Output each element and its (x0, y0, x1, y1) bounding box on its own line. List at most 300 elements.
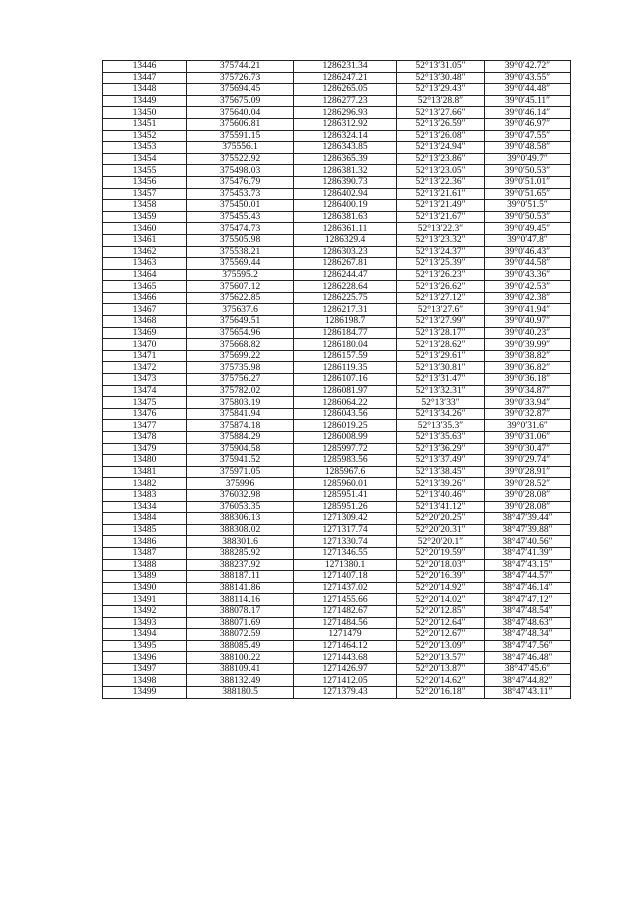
x-coordinate-cell: 388141.86 (187, 582, 294, 594)
latitude-cell: 52°20′16.18″ (397, 687, 485, 699)
y-coordinate-cell: 1286157.59 (294, 350, 397, 362)
table-row (103, 455, 571, 467)
table-row (103, 339, 571, 351)
latitude-cell: 52°20′20.31″ (397, 524, 485, 536)
y-coordinate-cell: 1285951.41 (294, 489, 397, 501)
table-row (103, 234, 571, 246)
x-coordinate-cell: 388187.11 (187, 571, 294, 583)
latitude-cell: 52°20′19.59″ (397, 547, 485, 559)
x-coordinate-cell: 375726.73 (187, 72, 294, 84)
table-row (103, 142, 571, 154)
longitude-cell: 39°0′46.14″ (485, 107, 571, 119)
point-number-cell: 13460 (103, 223, 187, 235)
point-number-cell: 13453 (103, 142, 187, 154)
table-row (103, 176, 571, 188)
x-coordinate-cell: 375522.92 (187, 153, 294, 165)
y-coordinate-cell: 1286381.63 (294, 211, 397, 223)
latitude-cell: 52°13′33″ (397, 397, 485, 409)
table-row (103, 130, 571, 142)
table-row (103, 385, 571, 397)
y-coordinate-cell: 1271437.02 (294, 582, 397, 594)
x-coordinate-cell: 375640.04 (187, 107, 294, 119)
latitude-cell: 52°13′30.48″ (397, 72, 485, 84)
x-coordinate-cell: 375675.09 (187, 95, 294, 107)
longitude-cell: 38°47′44.82″ (485, 675, 571, 687)
coordinates-table (102, 60, 571, 699)
point-number-cell: 13489 (103, 571, 187, 583)
y-coordinate-cell: 1286228.64 (294, 281, 397, 293)
longitude-cell: 39°0′50.53″ (485, 211, 571, 223)
x-coordinate-cell: 375498.03 (187, 165, 294, 177)
table-row (103, 594, 571, 606)
x-coordinate-cell: 375803.19 (187, 397, 294, 409)
y-coordinate-cell: 1271379.43 (294, 687, 397, 699)
y-coordinate-cell: 1286180.04 (294, 339, 397, 351)
latitude-cell: 52°20′14.02″ (397, 594, 485, 606)
x-coordinate-cell: 388132.49 (187, 675, 294, 687)
point-number-cell: 13472 (103, 362, 187, 374)
point-number-cell: 13470 (103, 339, 187, 351)
table-row (103, 687, 571, 699)
table-row (103, 107, 571, 119)
point-number-cell: 13479 (103, 443, 187, 455)
point-number-cell: 13449 (103, 95, 187, 107)
latitude-cell: 52°20′12.85″ (397, 605, 485, 617)
y-coordinate-cell: 1285983.56 (294, 455, 397, 467)
latitude-cell: 52°13′27.99″ (397, 316, 485, 328)
latitude-cell: 52°13′22.3″ (397, 223, 485, 235)
longitude-cell: 39°0′39.99″ (485, 339, 571, 351)
table-row (103, 408, 571, 420)
table-row (103, 61, 571, 73)
point-number-cell: 13465 (103, 281, 187, 293)
longitude-cell: 38°47′40.56″ (485, 536, 571, 548)
table-row (103, 397, 571, 409)
latitude-cell: 52°13′37.49″ (397, 455, 485, 467)
y-coordinate-cell: 1271330.74 (294, 536, 397, 548)
longitude-cell: 38°47′39.44″ (485, 513, 571, 525)
y-coordinate-cell: 1286247.21 (294, 72, 397, 84)
latitude-cell: 52°13′25.39″ (397, 258, 485, 270)
latitude-cell: 52°13′27.12″ (397, 292, 485, 304)
longitude-cell: 39°0′31.06″ (485, 432, 571, 444)
point-number-cell: 13454 (103, 153, 187, 165)
point-number-cell: 13483 (103, 489, 187, 501)
table-row (103, 258, 571, 270)
y-coordinate-cell: 1271346.55 (294, 547, 397, 559)
longitude-cell: 39°0′36.82″ (485, 362, 571, 374)
table-row (103, 582, 571, 594)
x-coordinate-cell: 388285.92 (187, 547, 294, 559)
longitude-cell: 38°47′48.54″ (485, 605, 571, 617)
x-coordinate-cell: 375622.85 (187, 292, 294, 304)
x-coordinate-cell: 388078.17 (187, 605, 294, 617)
y-coordinate-cell: 1286198.7 (294, 316, 397, 328)
y-coordinate-cell: 1285967.6 (294, 466, 397, 478)
point-number-cell: 13457 (103, 188, 187, 200)
table-row (103, 350, 571, 362)
y-coordinate-cell: 1271464.12 (294, 640, 397, 652)
table-row (103, 72, 571, 84)
point-number-cell: 13485 (103, 524, 187, 536)
latitude-cell: 52°13′32.31″ (397, 385, 485, 397)
x-coordinate-cell: 375874.18 (187, 420, 294, 432)
table-row (103, 559, 571, 571)
y-coordinate-cell: 1271443.68 (294, 652, 397, 664)
y-coordinate-cell: 1286343.85 (294, 142, 397, 154)
longitude-cell: 39°0′43.36″ (485, 269, 571, 281)
point-number-cell: 13473 (103, 374, 187, 386)
longitude-cell: 39°0′40.97″ (485, 316, 571, 328)
table-row (103, 571, 571, 583)
latitude-cell: 52°13′27.6″ (397, 304, 485, 316)
y-coordinate-cell: 1286303.23 (294, 246, 397, 258)
latitude-cell: 52°13′34.26″ (397, 408, 485, 420)
x-coordinate-cell: 388180.5 (187, 687, 294, 699)
y-coordinate-cell: 1286064.22 (294, 397, 397, 409)
table-row (103, 223, 571, 235)
latitude-cell: 52°13′31.47″ (397, 374, 485, 386)
point-number-cell: 13471 (103, 350, 187, 362)
table-row (103, 524, 571, 536)
longitude-cell: 39°0′51.65″ (485, 188, 571, 200)
point-number-cell: 13475 (103, 397, 187, 409)
point-number-cell: 13498 (103, 675, 187, 687)
table-row (103, 640, 571, 652)
table-row (103, 536, 571, 548)
x-coordinate-cell: 375591.15 (187, 130, 294, 142)
point-number-cell: 13496 (103, 652, 187, 664)
x-coordinate-cell: 388072.59 (187, 629, 294, 641)
longitude-cell: 39°0′49.7″ (485, 153, 571, 165)
point-number-cell: 13434 (103, 501, 187, 513)
table-row (103, 246, 571, 258)
x-coordinate-cell: 376053.35 (187, 501, 294, 513)
y-coordinate-cell: 1286390.73 (294, 176, 397, 188)
point-number-cell: 13462 (103, 246, 187, 258)
longitude-cell: 39°0′43.55″ (485, 72, 571, 84)
point-number-cell: 13491 (103, 594, 187, 606)
longitude-cell: 39°0′47.8″ (485, 234, 571, 246)
table-row (103, 327, 571, 339)
latitude-cell: 52°13′21.49″ (397, 200, 485, 212)
latitude-cell: 52°13′28.62″ (397, 339, 485, 351)
x-coordinate-cell: 375455.43 (187, 211, 294, 223)
point-number-cell: 13464 (103, 269, 187, 281)
table-row (103, 153, 571, 165)
latitude-cell: 52°13′23.05″ (397, 165, 485, 177)
coordinates-table-body (103, 61, 571, 699)
point-number-cell: 13495 (103, 640, 187, 652)
y-coordinate-cell: 1285951.26 (294, 501, 397, 513)
table-row (103, 675, 571, 687)
longitude-cell: 39°0′28.08″ (485, 489, 571, 501)
longitude-cell: 38°47′46.48″ (485, 652, 571, 664)
y-coordinate-cell: 1286267.81 (294, 258, 397, 270)
table-row (103, 316, 571, 328)
y-coordinate-cell: 1286265.05 (294, 84, 397, 96)
latitude-cell: 52°13′29.43″ (397, 84, 485, 96)
longitude-cell: 39°0′46.97″ (485, 118, 571, 130)
y-coordinate-cell: 1286277.23 (294, 95, 397, 107)
x-coordinate-cell: 388301.6 (187, 536, 294, 548)
point-number-cell: 13482 (103, 478, 187, 490)
x-coordinate-cell: 375841.94 (187, 408, 294, 420)
table-row (103, 605, 571, 617)
longitude-cell: 39°0′29.74″ (485, 455, 571, 467)
point-number-cell: 13490 (103, 582, 187, 594)
x-coordinate-cell: 388071.69 (187, 617, 294, 629)
y-coordinate-cell: 1271482.67 (294, 605, 397, 617)
longitude-cell: 39°0′44.58″ (485, 258, 571, 270)
y-coordinate-cell: 1271455.66 (294, 594, 397, 606)
longitude-cell: 38°47′46.14″ (485, 582, 571, 594)
table-row (103, 501, 571, 513)
x-coordinate-cell: 388100.22 (187, 652, 294, 664)
y-coordinate-cell: 1271317.74 (294, 524, 397, 536)
latitude-cell: 52°13′24.37″ (397, 246, 485, 258)
latitude-cell: 52°13′26.08″ (397, 130, 485, 142)
table-row (103, 629, 571, 641)
table-row (103, 489, 571, 501)
point-number-cell: 13488 (103, 559, 187, 571)
point-number-cell: 13447 (103, 72, 187, 84)
point-number-cell: 13476 (103, 408, 187, 420)
longitude-cell: 39°0′33.94″ (485, 397, 571, 409)
latitude-cell: 52°13′29.61″ (397, 350, 485, 362)
table-row (103, 304, 571, 316)
longitude-cell: 39°0′51.01″ (485, 176, 571, 188)
latitude-cell: 52°13′23.32″ (397, 234, 485, 246)
point-number-cell: 13497 (103, 663, 187, 675)
x-coordinate-cell: 375505.98 (187, 234, 294, 246)
longitude-cell: 39°0′49.45″ (485, 223, 571, 235)
y-coordinate-cell: 1286296.93 (294, 107, 397, 119)
longitude-cell: 39°0′48.58″ (485, 142, 571, 154)
table-row (103, 362, 571, 374)
latitude-cell: 52°20′13.57″ (397, 652, 485, 664)
longitude-cell: 38°47′39.88″ (485, 524, 571, 536)
x-coordinate-cell: 388237.92 (187, 559, 294, 571)
y-coordinate-cell: 1286019.25 (294, 420, 397, 432)
x-coordinate-cell: 375569.44 (187, 258, 294, 270)
longitude-cell: 39°0′31.6″ (485, 420, 571, 432)
y-coordinate-cell: 1286119.35 (294, 362, 397, 374)
x-coordinate-cell: 388085.49 (187, 640, 294, 652)
latitude-cell: 52°13′24.94″ (397, 142, 485, 154)
latitude-cell: 52°13′26.59″ (397, 118, 485, 130)
y-coordinate-cell: 1286217.31 (294, 304, 397, 316)
x-coordinate-cell: 375637.6 (187, 304, 294, 316)
x-coordinate-cell: 375538.21 (187, 246, 294, 258)
latitude-cell: 52°20′13.09″ (397, 640, 485, 652)
table-row (103, 165, 571, 177)
y-coordinate-cell: 1286231.34 (294, 61, 397, 73)
table-row (103, 466, 571, 478)
point-number-cell: 13458 (103, 200, 187, 212)
latitude-cell: 52°13′31.05″ (397, 61, 485, 73)
longitude-cell: 39°0′42.72″ (485, 61, 571, 73)
x-coordinate-cell: 388109.41 (187, 663, 294, 675)
y-coordinate-cell: 1286312.92 (294, 118, 397, 130)
x-coordinate-cell: 375668.82 (187, 339, 294, 351)
point-number-cell: 13494 (103, 629, 187, 641)
table-row (103, 84, 571, 96)
y-coordinate-cell: 1271309.42 (294, 513, 397, 525)
y-coordinate-cell: 1286365.39 (294, 153, 397, 165)
x-coordinate-cell: 375606.81 (187, 118, 294, 130)
y-coordinate-cell: 1285997.72 (294, 443, 397, 455)
point-number-cell: 13493 (103, 617, 187, 629)
x-coordinate-cell: 376032.98 (187, 489, 294, 501)
y-coordinate-cell: 1286244.47 (294, 269, 397, 281)
y-coordinate-cell: 1286008.99 (294, 432, 397, 444)
longitude-cell: 38°47′47.12″ (485, 594, 571, 606)
latitude-cell: 52°13′26.23″ (397, 269, 485, 281)
point-number-cell: 13484 (103, 513, 187, 525)
x-coordinate-cell: 375941.52 (187, 455, 294, 467)
latitude-cell: 52°20′20.25″ (397, 513, 485, 525)
longitude-cell: 38°47′44.57″ (485, 571, 571, 583)
longitude-cell: 39°0′28.52″ (485, 478, 571, 490)
point-number-cell: 13481 (103, 466, 187, 478)
table-row (103, 118, 571, 130)
table-row (103, 432, 571, 444)
latitude-cell: 52°13′23.86″ (397, 153, 485, 165)
y-coordinate-cell: 1286402.94 (294, 188, 397, 200)
point-number-cell: 13477 (103, 420, 187, 432)
x-coordinate-cell: 375453.73 (187, 188, 294, 200)
latitude-cell: 52°13′35.3″ (397, 420, 485, 432)
longitude-cell: 39°0′34.87″ (485, 385, 571, 397)
point-number-cell: 13451 (103, 118, 187, 130)
x-coordinate-cell: 375476.79 (187, 176, 294, 188)
longitude-cell: 38°47′47.56″ (485, 640, 571, 652)
longitude-cell: 39°0′28.08″ (485, 501, 571, 513)
x-coordinate-cell: 375782.02 (187, 385, 294, 397)
longitude-cell: 38°47′45.6″ (485, 663, 571, 675)
longitude-cell: 38°47′41.39″ (485, 547, 571, 559)
table-row (103, 200, 571, 212)
y-coordinate-cell: 1271479 (294, 629, 397, 641)
longitude-cell: 38°47′43.11″ (485, 687, 571, 699)
x-coordinate-cell: 375595.2 (187, 269, 294, 281)
latitude-cell: 52°13′40.46″ (397, 489, 485, 501)
table-row (103, 292, 571, 304)
x-coordinate-cell: 375735.98 (187, 362, 294, 374)
y-coordinate-cell: 1271484.56 (294, 617, 397, 629)
table-row (103, 211, 571, 223)
point-number-cell: 13446 (103, 61, 187, 73)
x-coordinate-cell: 388308.02 (187, 524, 294, 536)
x-coordinate-cell: 375474.73 (187, 223, 294, 235)
point-number-cell: 13480 (103, 455, 187, 467)
point-number-cell: 13463 (103, 258, 187, 270)
latitude-cell: 52°13′28.8″ (397, 95, 485, 107)
x-coordinate-cell: 375884.29 (187, 432, 294, 444)
latitude-cell: 52°20′13.87″ (397, 663, 485, 675)
table-row (103, 443, 571, 455)
point-number-cell: 13468 (103, 316, 187, 328)
latitude-cell: 52°13′28.17″ (397, 327, 485, 339)
point-number-cell: 13469 (103, 327, 187, 339)
point-number-cell: 13452 (103, 130, 187, 142)
longitude-cell: 39°0′32.87″ (485, 408, 571, 420)
point-number-cell: 13478 (103, 432, 187, 444)
table-row (103, 663, 571, 675)
longitude-cell: 39°0′41.94″ (485, 304, 571, 316)
table-row (103, 188, 571, 200)
longitude-cell: 39°0′44.48″ (485, 84, 571, 96)
latitude-cell: 52°13′36.29″ (397, 443, 485, 455)
point-number-cell: 13448 (103, 84, 187, 96)
point-number-cell: 13450 (103, 107, 187, 119)
longitude-cell: 39°0′51.5″ (485, 200, 571, 212)
point-number-cell: 13474 (103, 385, 187, 397)
y-coordinate-cell: 1271412.05 (294, 675, 397, 687)
point-number-cell: 13459 (103, 211, 187, 223)
x-coordinate-cell: 388306.13 (187, 513, 294, 525)
longitude-cell: 39°0′38.82″ (485, 350, 571, 362)
table-row (103, 281, 571, 293)
point-number-cell: 13456 (103, 176, 187, 188)
latitude-cell: 52°20′12.64″ (397, 617, 485, 629)
longitude-cell: 39°0′50.53″ (485, 165, 571, 177)
longitude-cell: 39°0′40.23″ (485, 327, 571, 339)
longitude-cell: 39°0′36.18″ (485, 374, 571, 386)
y-coordinate-cell: 1286184.77 (294, 327, 397, 339)
x-coordinate-cell: 375744.21 (187, 61, 294, 73)
y-coordinate-cell: 1286107.16 (294, 374, 397, 386)
y-coordinate-cell: 1271380.1 (294, 559, 397, 571)
y-coordinate-cell: 1286324.14 (294, 130, 397, 142)
longitude-cell: 39°0′47.55″ (485, 130, 571, 142)
latitude-cell: 52°13′30.81″ (397, 362, 485, 374)
point-number-cell: 13487 (103, 547, 187, 559)
x-coordinate-cell: 388114.16 (187, 594, 294, 606)
latitude-cell: 52°13′22.36″ (397, 176, 485, 188)
y-coordinate-cell: 1286329.4 (294, 234, 397, 246)
latitude-cell: 52°20′12.67″ (397, 629, 485, 641)
latitude-cell: 52°20′20.1″ (397, 536, 485, 548)
longitude-cell: 39°0′45.11″ (485, 95, 571, 107)
x-coordinate-cell: 375904.58 (187, 443, 294, 455)
latitude-cell: 52°13′27.66″ (397, 107, 485, 119)
table-row (103, 617, 571, 629)
point-number-cell: 13466 (103, 292, 187, 304)
longitude-cell: 39°0′42.38″ (485, 292, 571, 304)
x-coordinate-cell: 375694.45 (187, 84, 294, 96)
x-coordinate-cell: 375556.1 (187, 142, 294, 154)
latitude-cell: 52°13′38.45″ (397, 466, 485, 478)
y-coordinate-cell: 1286043.56 (294, 408, 397, 420)
y-coordinate-cell: 1285960.01 (294, 478, 397, 490)
longitude-cell: 38°47′48.34″ (485, 629, 571, 641)
point-number-cell: 13455 (103, 165, 187, 177)
y-coordinate-cell: 1286225.75 (294, 292, 397, 304)
longitude-cell: 39°0′30.47″ (485, 443, 571, 455)
point-number-cell: 13499 (103, 687, 187, 699)
longitude-cell: 39°0′42.53″ (485, 281, 571, 293)
table-row (103, 420, 571, 432)
y-coordinate-cell: 1286361.11 (294, 223, 397, 235)
x-coordinate-cell: 375996 (187, 478, 294, 490)
x-coordinate-cell: 375450.01 (187, 200, 294, 212)
x-coordinate-cell: 375607.12 (187, 281, 294, 293)
y-coordinate-cell: 1286381.32 (294, 165, 397, 177)
latitude-cell: 52°13′26.62″ (397, 281, 485, 293)
y-coordinate-cell: 1271407.18 (294, 571, 397, 583)
